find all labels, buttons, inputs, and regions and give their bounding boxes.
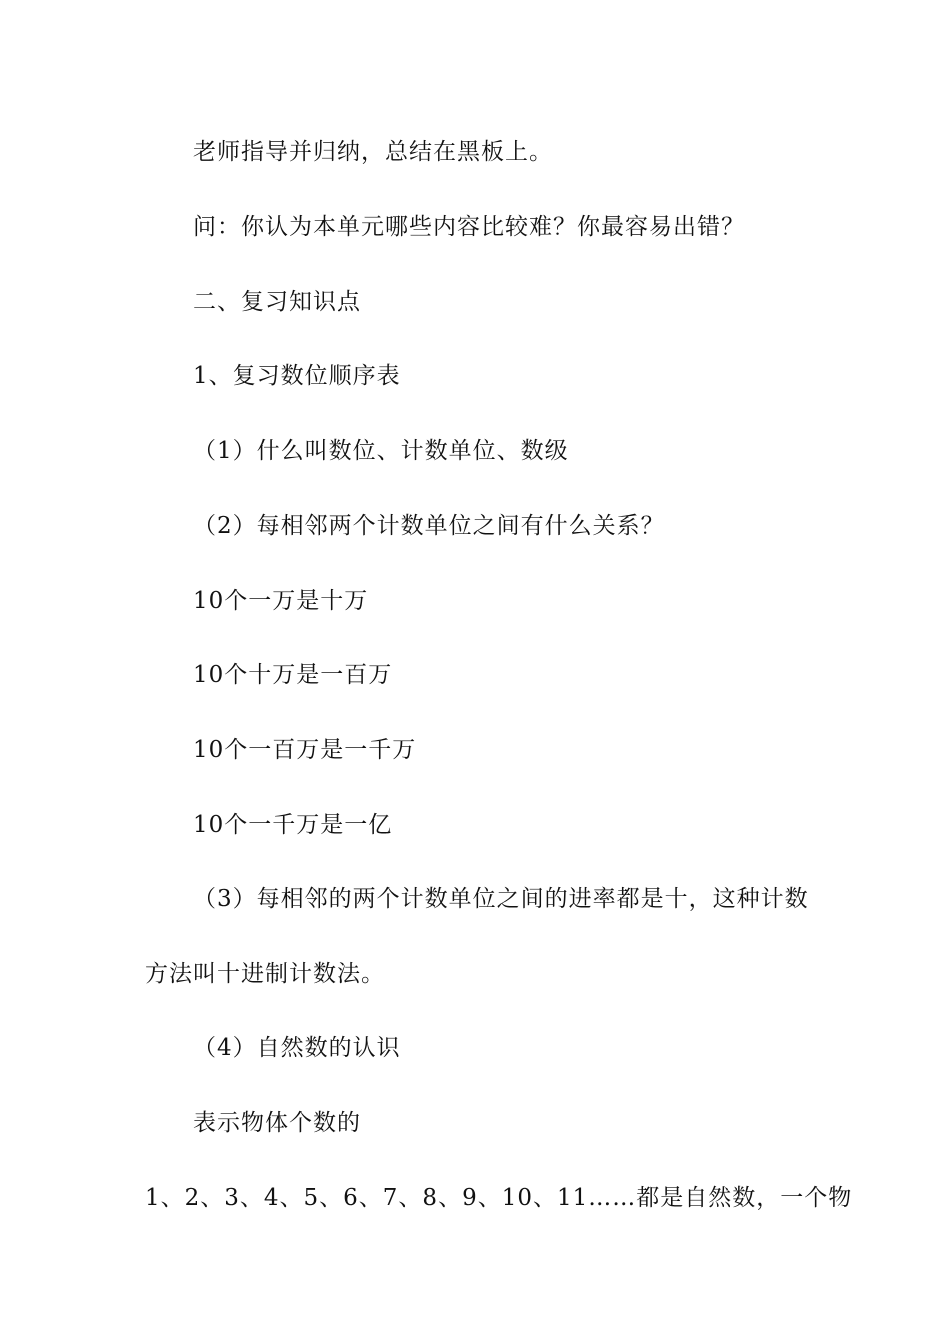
item-4-natural-numbers: （4）自然数的认识 (193, 1035, 401, 1061)
paragraph-question: 问：你认为本单元哪些内容比较难？你最容易出错？ (193, 214, 745, 240)
paragraph-teacher-summary: 老师指导并归纳，总结在黑板上。 (193, 139, 553, 165)
fact-hundred-wan: 10个十万是一百万 (193, 662, 393, 688)
paragraph-natural-numbers-list: 1、2、3、4、5、6、7、8、9、10、11……都是自然数，一个物 (145, 1185, 853, 1211)
paragraph-counting-objects: 表示物体个数的 (193, 1110, 361, 1136)
item-1-place-value: （1）什么叫数位、计数单位、数级 (193, 438, 569, 464)
section-heading-review: 二、复习知识点 (193, 289, 361, 315)
fact-yi: 10个一千万是一亿 (193, 812, 393, 838)
subheading-place-value-table: 1、复习数位顺序表 (193, 363, 401, 389)
fact-thousand-wan: 10个一百万是一千万 (193, 737, 417, 763)
fact-ten-wan: 10个一万是十万 (193, 588, 369, 614)
item-3-continuation: 方法叫十进制计数法。 (145, 961, 385, 987)
item-3-decimal-system: （3）每相邻的两个计数单位之间的进率都是十，这种计数 (193, 886, 809, 912)
item-2-relation: （2）每相邻两个计数单位之间有什么关系？ (193, 513, 665, 539)
